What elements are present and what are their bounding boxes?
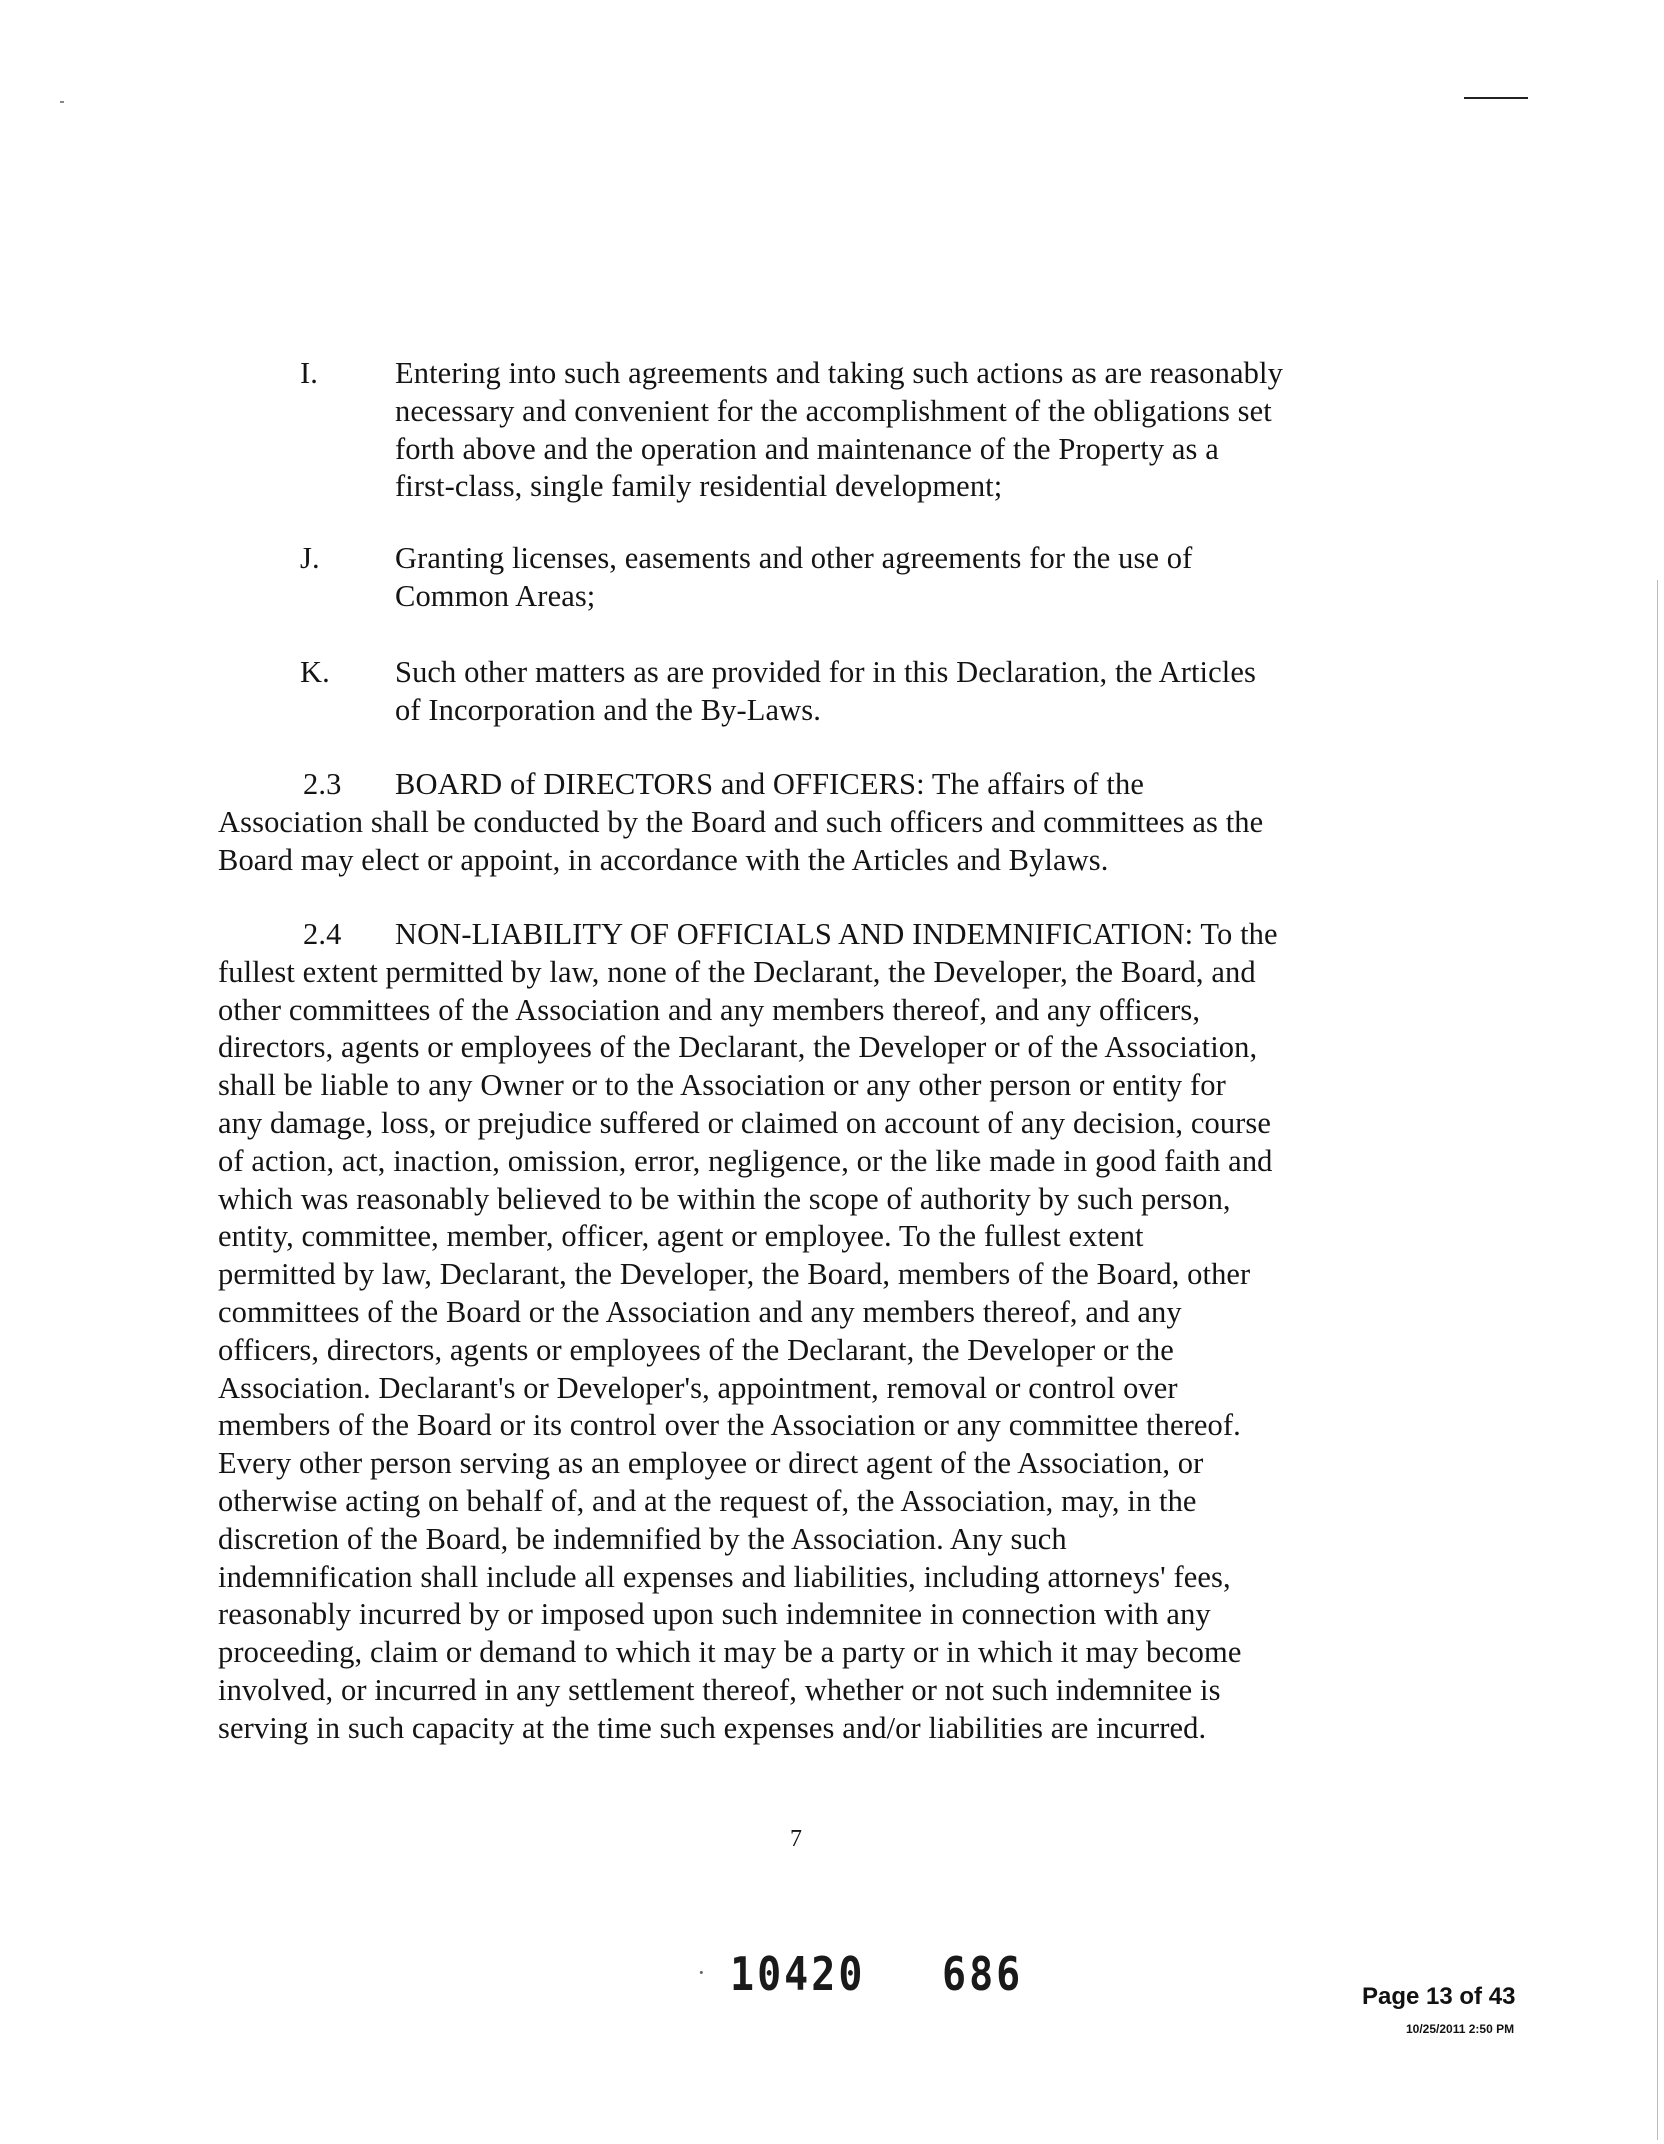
page-number: 7 (790, 1826, 802, 1852)
text-line: fullest extent permitted by law, none of the Declarant, the Developer, the Board, and (218, 954, 1256, 989)
section-heading: NON-LIABILITY OF OFFICIALS AND INDEMNIFICATION: To the (395, 917, 1278, 951)
text-line: directors, agents or employees of the Declarant, the Developer or of the Association, (218, 1030, 1258, 1065)
text-line: members of the Board or its control over the Association or any committee thereof. (218, 1408, 1241, 1443)
text-line: first-class, single family residential development; (395, 469, 1003, 504)
text-line: forth above and the operation and maintenance of the Property as a (395, 431, 1219, 466)
text-line: entity, committee, member, officer, agent or employee. To the fullest extent (218, 1219, 1144, 1254)
section-2-3 (218, 766, 1418, 879)
section-heading-line (218, 916, 1418, 954)
section-number: 2.3 (303, 767, 342, 801)
text-line: shall be liable to any Owner or to the Association or any other person or entity for (218, 1068, 1226, 1103)
text-line: serving in such capacity at the time such expenses and/or liabilities are incurred. (218, 1710, 1207, 1745)
footer-timestamp: 10/25/2011 2:50 PM (1406, 2022, 1515, 2036)
text-line: other committees of the Association and any members thereof, and any officers, (218, 992, 1201, 1027)
text-line: officers, directors, agents or employees of the Declarant, the Developer or the (218, 1332, 1174, 1367)
text-line: Such other matters as are provided for in this Declaration, the Articles (395, 655, 1256, 689)
text-line: Granting licenses, easements and other agreements for the use of (395, 541, 1193, 575)
stamp-artifact: · (697, 1958, 706, 1987)
text-line: reasonably incurred by or imposed upon such indemnitee in connection with any (218, 1597, 1211, 1632)
text-line: committees of the Board or the Association and any members thereof, and any (218, 1294, 1182, 1329)
scan-edge-line (1657, 580, 1658, 2140)
list-marker: J. (300, 541, 320, 575)
scan-mark-top-left (60, 101, 64, 103)
text-line: Association shall be conducted by the Board and such officers and committees as the (218, 804, 1264, 839)
text-line: otherwise acting on behalf of, and at the request of, the Association, may, in the (218, 1483, 1197, 1518)
text-line: indemnification shall include all expenses and liabilities, including attorneys' fees, (218, 1559, 1231, 1594)
text-line: Association. Declarant's or Developer's, appointment, removal or control over (218, 1370, 1178, 1405)
recording-book-number: 10420 (730, 1948, 866, 2002)
text-line: necessary and convenient for the accomplishment of the obligations set (395, 393, 1272, 428)
text-line: any damage, loss, or prejudice suffered or claimed on account of any decision, course (218, 1105, 1272, 1140)
text-line: Common Areas; (395, 578, 596, 613)
text-line: which was reasonably believed to be within the scope of authority by such person, (218, 1181, 1231, 1216)
text-line: permitted by law, Declarant, the Developer, the Board, members of the Board, other (218, 1257, 1251, 1292)
text-line: involved, or incurred in any settlement thereof, whether or not such indemnitee is (218, 1672, 1221, 1707)
section-number: 2.4 (303, 917, 342, 951)
recording-page-number: 686 (942, 1948, 1024, 2002)
text-line: Board may elect or appoint, in accordance with the Articles and Bylaws. (218, 842, 1109, 877)
text-line: of Incorporation and the By-Laws. (395, 692, 821, 727)
text-line: proceeding, claim or demand to which it may be a party or in which it may become (218, 1635, 1242, 1670)
text-line: of action, act, inaction, omission, error, negligence, or the like made in good faith and (218, 1143, 1273, 1178)
text-line: Entering into such agreements and taking such actions as are reasonably (395, 356, 1283, 390)
text-line: Every other person serving as an employee or direct agent of the Association, or (218, 1446, 1204, 1481)
scan-mark-top-right (1464, 97, 1528, 99)
text-line: discretion of the Board, be indemnified by the Association. Any such (218, 1521, 1067, 1556)
list-marker: K. (300, 655, 330, 689)
footer-page-label: Page 13 of 43 (1362, 1983, 1516, 2010)
section-heading: BOARD of DIRECTORS and OFFICERS: The affairs of the (395, 767, 1144, 801)
list-marker: I. (300, 356, 318, 390)
section-2-4 (218, 916, 1418, 1748)
section-heading-line (218, 766, 1418, 804)
